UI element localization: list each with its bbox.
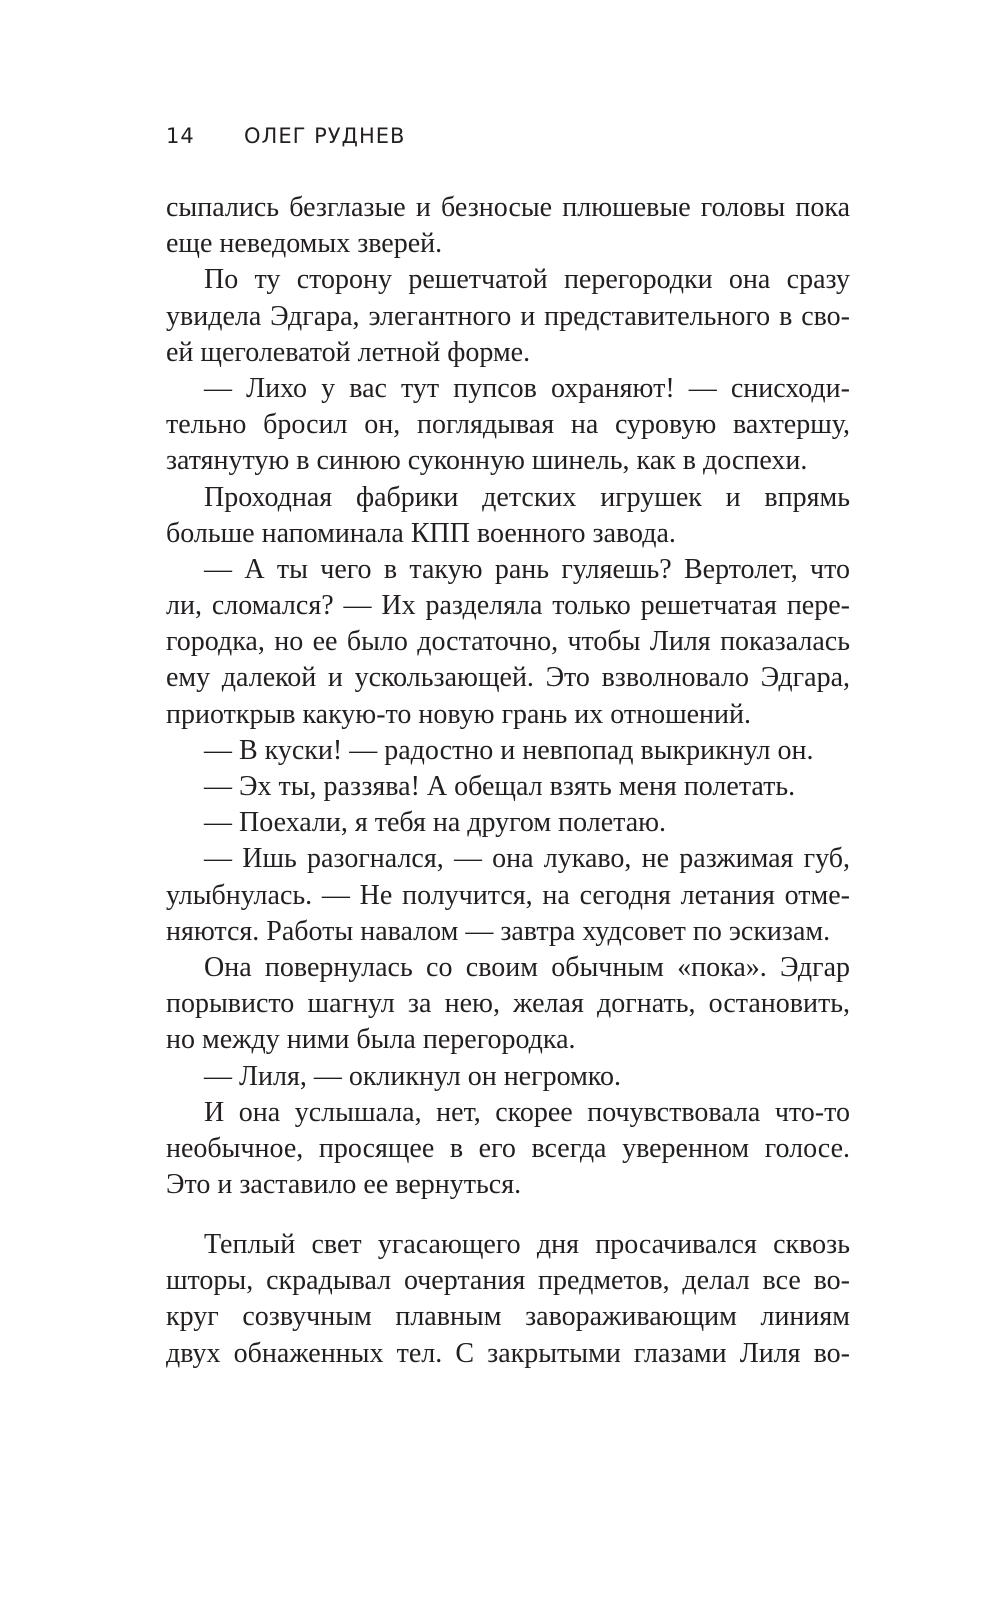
text-block-main xyxy=(166,190,850,1203)
text-line: но между ними была перегородка. xyxy=(166,1024,576,1056)
text-line: ли, сломался? — Их разделяла только решетчатая пере- xyxy=(166,590,850,622)
text-line: шторы, скрадывал очертания предметов, делал все во- xyxy=(166,1265,850,1297)
text-line: ему далекой и ускользающей. Это взволновало Эдгара, xyxy=(166,662,850,694)
text-line: сыпались безглазые и безносые плюшевые головы пока xyxy=(166,192,850,223)
text-line: круг созвучным плавным завораживающим линиям xyxy=(166,1301,850,1333)
text-line: — А ты чего в такую рань гуляешь? Вертолет, что xyxy=(204,553,850,585)
text-line: — Лихо у вас тут пупсов охраняют! — снисходи- xyxy=(204,372,850,404)
text-line: — В куски! — радостно и невпопад выкрикнул он. xyxy=(204,734,814,766)
text-block-section-break xyxy=(166,1227,850,1372)
text-line: По ту сторону решетчатой перегородки она сразу xyxy=(204,264,850,296)
text-line: — Поехали, я тебя на другом полетаю. xyxy=(204,807,667,839)
text-line: Теплый свет угасающего дня просачивался сквозь xyxy=(204,1229,850,1260)
text-line: Это и заставило ее вернуться. xyxy=(166,1169,522,1201)
text-line: — Ишь разогнался, — она лукаво, не разжимая губ, xyxy=(204,843,850,875)
text-line: затянутую в синюю суконную шинель, как в доспехи. xyxy=(166,445,808,477)
text-line: И она услышала, нет, скорее почувствовала что-то xyxy=(204,1096,850,1128)
text-line: порывисто шагнул за нею, желая догнать, остановить, xyxy=(166,988,850,1020)
text-line: еще неведомых зверей. xyxy=(166,228,443,260)
text-line: необычное, просящее в его всегда уверенном голосе. xyxy=(166,1132,850,1164)
text-line: увидела Эдгара, элегантного и представительного в сво- xyxy=(166,300,850,332)
text-line: улыбнулась. — Не получится, на сегодня летания отме- xyxy=(166,879,850,911)
text-line: Проходная фабрики детских игрушек и впрямь xyxy=(204,481,850,513)
text-line: — Эх ты, раззява! А обещал взять меня полетать. xyxy=(204,771,796,802)
text-line: тельно бросил он, поглядывая на суровую вахтершу, xyxy=(166,409,850,441)
text-line: ей щеголеватой летной форме. xyxy=(166,336,531,368)
text-line: двух обнаженных тел. С закрытыми глазами Лиля во- xyxy=(166,1337,850,1369)
text-line: Она повернулась со своим обычным «пока». Эдгар xyxy=(204,951,850,983)
text-line: — Лиля, — окликнул он негромко. xyxy=(204,1060,621,1092)
text-line: приоткрыв какую-то новую грань их отношений. xyxy=(166,698,752,730)
text-line: городка, но ее было достаточно, чтобы Лиля показалась xyxy=(166,626,850,658)
text-line: няются. Работы навалом — завтра худсовет по эскизам. xyxy=(166,915,831,947)
text-line: больше напоминала КПП военного завода. xyxy=(166,517,676,549)
page-number: 14 xyxy=(166,124,195,148)
running-header-author: ОЛЕГ РУДНЕВ xyxy=(244,124,406,148)
running-header xyxy=(166,124,405,148)
